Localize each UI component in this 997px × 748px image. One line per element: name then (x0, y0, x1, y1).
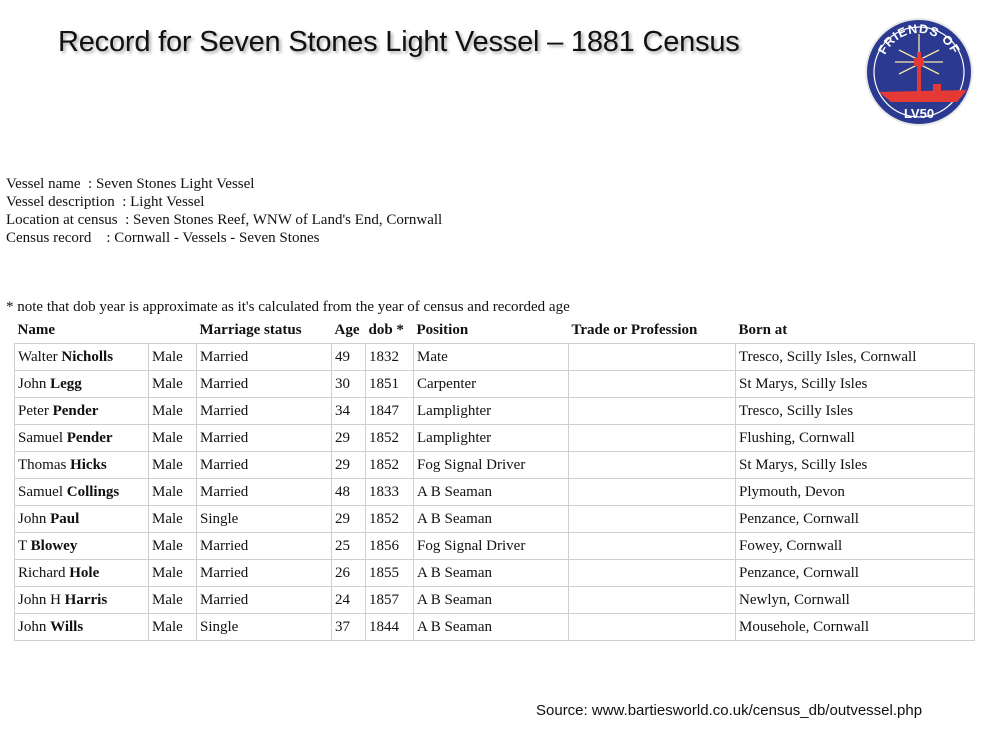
cell-position: Lamplighter (414, 425, 569, 452)
header-position: Position (416, 322, 469, 338)
first-name: Samuel (18, 429, 63, 446)
cell-sex: Male (149, 398, 197, 425)
table-row (15, 371, 975, 398)
surname: Collings (66, 483, 120, 500)
cell-age: 34 (332, 398, 366, 425)
cell-marriage: Married (197, 452, 332, 479)
table-row (15, 398, 975, 425)
first-name: Walter (18, 348, 58, 365)
source-citation: Source: www.bartiesworld.co.uk/census_db/outvessel.php (536, 702, 923, 719)
cell-trade (569, 587, 736, 614)
cell-name (15, 344, 149, 371)
cell-age: 24 (332, 587, 366, 614)
cell-dob: 1847 (366, 398, 414, 425)
table-row (15, 425, 975, 452)
cell-dob: 1857 (366, 587, 414, 614)
table-row (15, 506, 975, 533)
cell-position: Mate (414, 344, 569, 371)
cell-marriage: Married (197, 371, 332, 398)
cell-dob: 1833 (366, 479, 414, 506)
surname: Paul (50, 510, 80, 527)
cell-sex: Male (149, 533, 197, 560)
logo-top-text: FRIENDS OF (875, 21, 963, 57)
cell-name (15, 452, 149, 479)
cell-trade (569, 344, 736, 371)
cell-position: Fog Signal Driver (414, 452, 569, 479)
cell-position: Lamplighter (414, 398, 569, 425)
cell-trade (569, 398, 736, 425)
surname: Pender (66, 429, 113, 446)
cell-trade (569, 425, 736, 452)
friends-of-lv50-logo (865, 12, 973, 132)
surname: Legg (50, 375, 82, 392)
surname: Hicks (70, 456, 107, 473)
cell-sex: Male (149, 452, 197, 479)
first-name: Peter (18, 402, 49, 419)
first-name: John H (18, 591, 61, 608)
cell-name (15, 560, 149, 587)
header-trade: Trade or Profession (571, 322, 698, 338)
cell-marriage: Single (197, 614, 332, 641)
first-name: Thomas (18, 456, 67, 473)
first-name: Samuel (18, 483, 63, 500)
cell-name (15, 533, 149, 560)
first-name: Richard (18, 564, 66, 581)
surname: Harris (64, 591, 108, 608)
vessel-details (6, 175, 442, 247)
cell-name (15, 614, 149, 641)
cell-age: 49 (332, 344, 366, 371)
cell-marriage: Married (197, 425, 332, 452)
cell-sex: Male (149, 614, 197, 641)
cell-marriage: Married (197, 560, 332, 587)
cell-dob: 1852 (366, 506, 414, 533)
first-name: T (18, 537, 27, 554)
cell-name (15, 398, 149, 425)
cell-age: 37 (332, 614, 366, 641)
census-record: Census record : Cornwall - Vessels - Seven Stones (6, 230, 320, 246)
cell-sex: Male (149, 371, 197, 398)
cell-sex: Male (149, 425, 197, 452)
cell-name (15, 587, 149, 614)
surname: Hole (69, 564, 100, 581)
cell-born: Flushing, Cornwall (736, 425, 975, 452)
cell-born: Penzance, Cornwall (736, 560, 975, 587)
cell-trade (569, 533, 736, 560)
dob-note: * note that dob year is approximate as it's calculated from the year of census and recorded age (6, 299, 570, 315)
cell-dob: 1851 (366, 371, 414, 398)
cell-marriage: Married (197, 479, 332, 506)
cell-age: 29 (332, 506, 366, 533)
cell-born: Newlyn, Cornwall (736, 587, 975, 614)
cell-position: A B Seaman (414, 479, 569, 506)
table-row (15, 344, 975, 371)
cell-marriage: Married (197, 344, 332, 371)
vessel-description: Vessel description : Light Vessel (6, 194, 205, 210)
cell-sex: Male (149, 587, 197, 614)
census-location: Location at census : Seven Stones Reef, WNW of Land's End, Cornwall (6, 212, 443, 228)
cell-marriage: Married (197, 587, 332, 614)
cell-age: 26 (332, 560, 366, 587)
vessel-name: Vessel name : Seven Stones Light Vessel (6, 176, 255, 192)
table-row (15, 479, 975, 506)
surname: Wills (50, 618, 84, 635)
census-table (14, 318, 975, 641)
cell-age: 29 (332, 425, 366, 452)
header-dob: dob * (368, 322, 404, 338)
cell-dob: 1855 (366, 560, 414, 587)
header-name: Name (17, 322, 55, 338)
cell-age: 30 (332, 371, 366, 398)
table-header-row (15, 318, 975, 344)
cell-dob: 1852 (366, 452, 414, 479)
cell-trade (569, 452, 736, 479)
surname: Blowey (30, 537, 78, 554)
cell-born: Tresco, Scilly Isles, Cornwall (736, 344, 975, 371)
header-age: Age (334, 322, 360, 338)
table-row (15, 614, 975, 641)
surname: Nicholls (61, 348, 114, 365)
cell-born: Tresco, Scilly Isles (736, 398, 975, 425)
cell-name (15, 506, 149, 533)
cell-trade (569, 371, 736, 398)
cell-sex: Male (149, 560, 197, 587)
cell-name (15, 371, 149, 398)
table-row (15, 533, 975, 560)
header-sex (149, 318, 197, 344)
first-name: John (18, 510, 47, 527)
cell-dob: 1852 (366, 425, 414, 452)
cell-trade (569, 560, 736, 587)
cell-trade (569, 614, 736, 641)
cell-marriage: Married (197, 533, 332, 560)
table-row (15, 560, 975, 587)
cell-position: Carpenter (414, 371, 569, 398)
cell-sex: Male (149, 479, 197, 506)
cell-born: Plymouth, Devon (736, 479, 975, 506)
cell-born: St Marys, Scilly Isles (736, 452, 975, 479)
cell-marriage: Married (197, 398, 332, 425)
header-born: Born at (738, 322, 788, 338)
cell-born: Fowey, Cornwall (736, 533, 975, 560)
cell-name (15, 425, 149, 452)
cell-born: Mousehole, Cornwall (736, 614, 975, 641)
cell-sex: Male (149, 506, 197, 533)
cell-position: A B Seaman (414, 506, 569, 533)
cell-age: 25 (332, 533, 366, 560)
cell-position: A B Seaman (414, 614, 569, 641)
table-row (15, 452, 975, 479)
cell-trade (569, 479, 736, 506)
cell-marriage: Single (197, 506, 332, 533)
header-marriage: Marriage status (199, 322, 302, 338)
cell-age: 48 (332, 479, 366, 506)
surname: Pender (52, 402, 99, 419)
cell-name (15, 479, 149, 506)
page-title: Record for Seven Stones Light Vessel – 1881 Census (58, 26, 740, 58)
cell-position: A B Seaman (414, 560, 569, 587)
cell-born: St Marys, Scilly Isles (736, 371, 975, 398)
cell-age: 29 (332, 452, 366, 479)
cell-position: Fog Signal Driver (414, 533, 569, 560)
logo-bottom-text: LV50 (903, 106, 935, 121)
cell-dob: 1856 (366, 533, 414, 560)
first-name: John (18, 375, 47, 392)
cell-trade (569, 506, 736, 533)
cell-sex: Male (149, 344, 197, 371)
table-row (15, 587, 975, 614)
cell-born: Penzance, Cornwall (736, 506, 975, 533)
cell-position: A B Seaman (414, 587, 569, 614)
cell-dob: 1832 (366, 344, 414, 371)
cell-dob: 1844 (366, 614, 414, 641)
first-name: John (18, 618, 47, 635)
